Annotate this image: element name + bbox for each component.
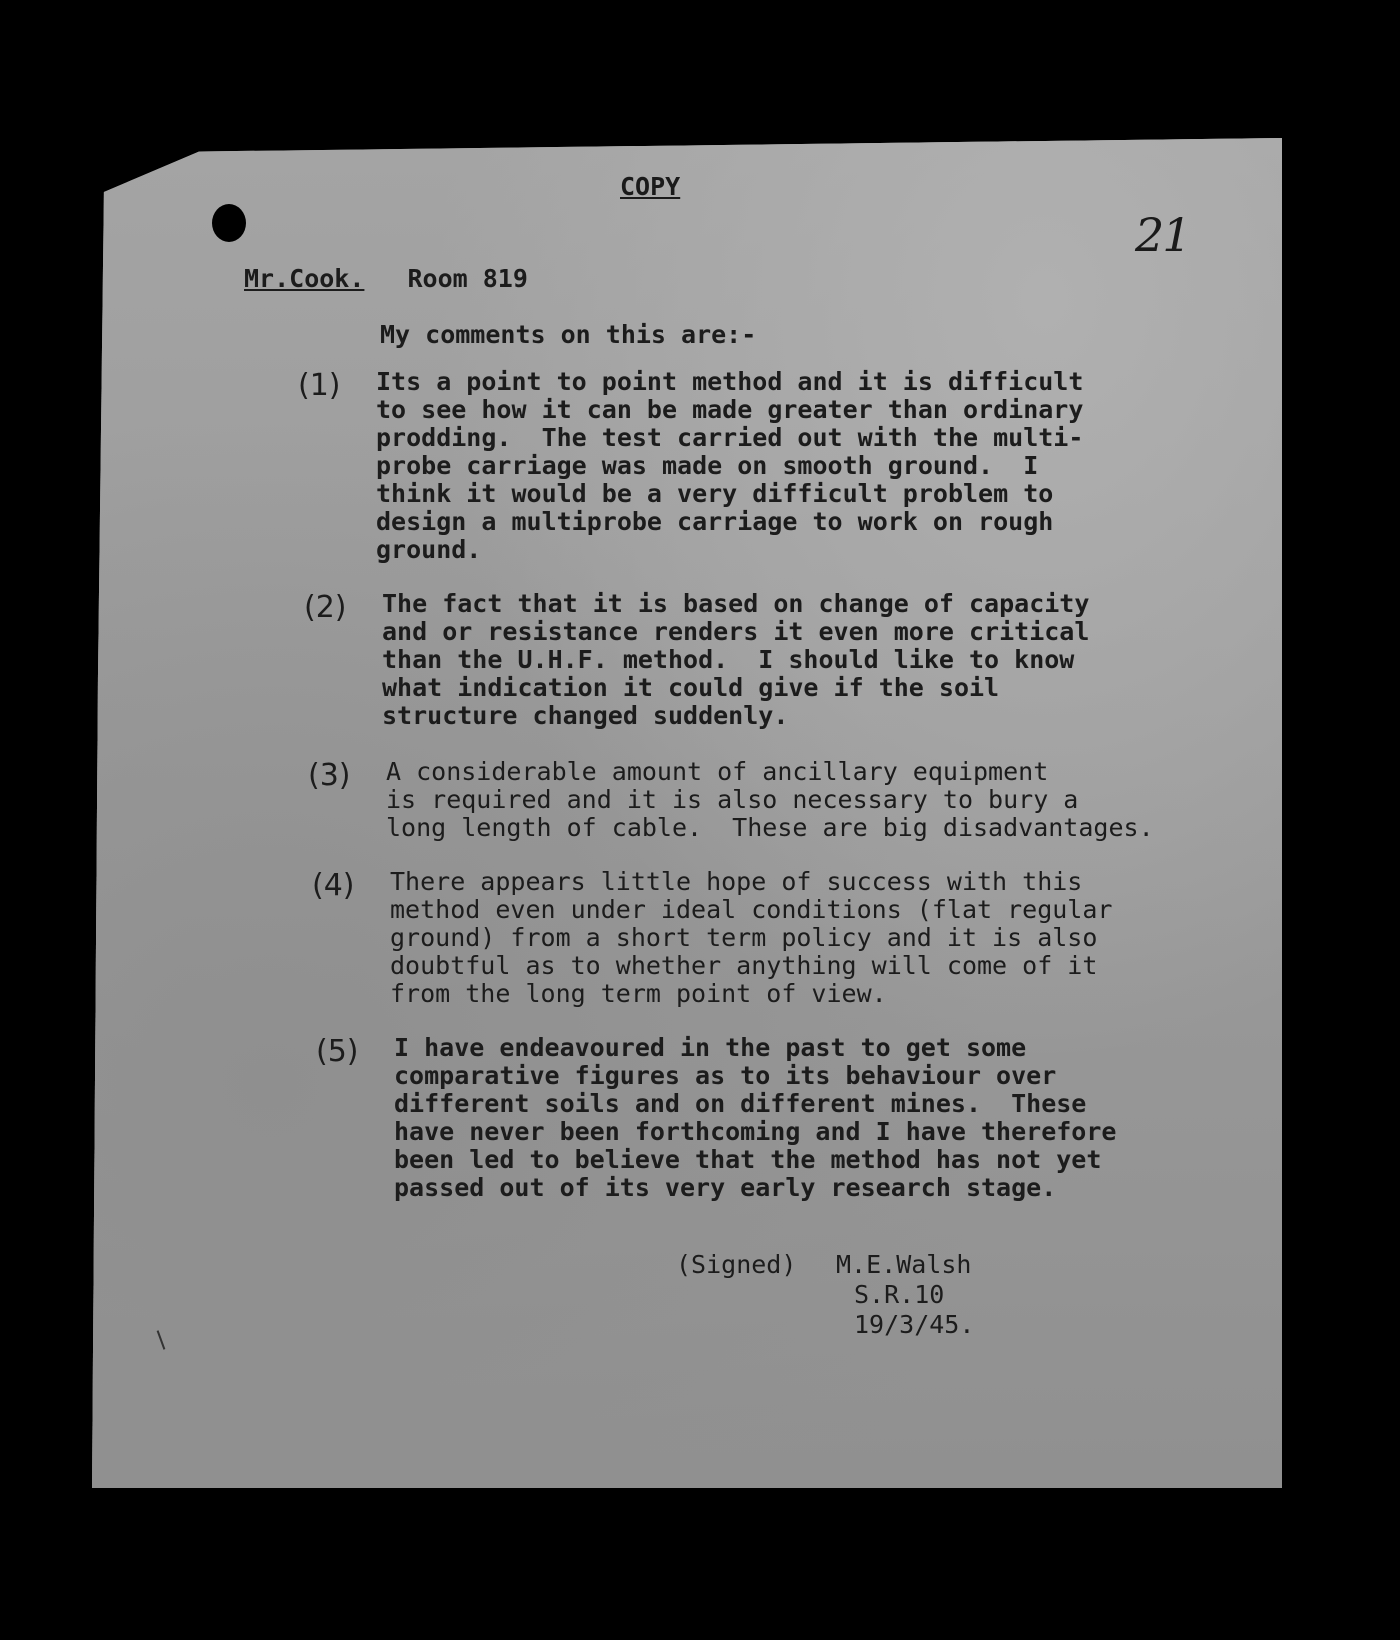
point-number: (1) bbox=[298, 368, 341, 403]
punch-hole bbox=[212, 204, 246, 242]
intro-line: My comments on this are:- bbox=[380, 320, 757, 349]
page-number: 21 bbox=[1135, 208, 1190, 262]
text-line: is required and it is also necessary to bury a bbox=[386, 785, 1079, 814]
point-text bbox=[382, 590, 1089, 730]
text-line: structure changed suddenly. bbox=[382, 701, 789, 730]
text-line: design a multiprobe carriage to work on rough bbox=[376, 507, 1054, 536]
signature-label: (Signed) bbox=[676, 1250, 797, 1279]
point-number: (4) bbox=[312, 868, 355, 903]
text-line: think it would be a very difficult problem to bbox=[376, 479, 1054, 508]
point-number: (2) bbox=[304, 590, 347, 625]
document-title: COPY bbox=[620, 172, 681, 201]
point-text bbox=[390, 868, 1112, 1008]
addressee-room: Room 819 bbox=[407, 264, 528, 293]
addressee-name: Mr.Cook. bbox=[244, 264, 365, 293]
text-line: method even under ideal conditions (flat regular bbox=[390, 895, 1113, 924]
text-line: prodding. The test carried out with the multi- bbox=[376, 423, 1084, 452]
signatory-name: M.E.Walsh bbox=[836, 1250, 972, 1279]
addressee bbox=[244, 264, 528, 293]
text-line: ground) from a short term policy and it is also bbox=[390, 923, 1098, 952]
signatory-reference: S.R.10 bbox=[854, 1280, 945, 1309]
text-line: different soils and on different mines. These bbox=[394, 1089, 1087, 1118]
point-text bbox=[376, 368, 1083, 564]
text-line: A considerable amount of ancillary equipment bbox=[386, 757, 1049, 786]
point-number: (5) bbox=[316, 1034, 359, 1069]
signature-date: 19/3/45. bbox=[854, 1310, 975, 1339]
text-line: what indication it could give if the soil bbox=[382, 673, 1000, 702]
text-line: long length of cable. These are big disadvantages. bbox=[386, 813, 1154, 842]
text-line: been led to believe that the method has not yet bbox=[394, 1145, 1102, 1174]
text-line: than the U.H.F. method. I should like to know bbox=[382, 645, 1075, 674]
point-text bbox=[386, 758, 1154, 842]
text-line: to see how it can be made greater than ordinary bbox=[376, 395, 1084, 424]
text-line: ground. bbox=[376, 535, 482, 564]
text-line: I have endeavoured in the past to get some bbox=[394, 1033, 1027, 1062]
text-line: There appears little hope of success with this bbox=[390, 867, 1083, 896]
text-line: doubtful as to whether anything will come of it bbox=[390, 951, 1098, 980]
text-line: The fact that it is based on change of capacity bbox=[382, 589, 1090, 618]
text-line: comparative figures as to its behaviour over bbox=[394, 1061, 1057, 1090]
point-text bbox=[394, 1034, 1116, 1202]
text-line: have never been forthcoming and I have therefore bbox=[394, 1117, 1117, 1146]
text-line: Its a point to point method and it is difficult bbox=[376, 367, 1084, 396]
text-line: probe carriage was made on smooth ground. I bbox=[376, 451, 1039, 480]
text-line: from the long term point of view. bbox=[390, 979, 887, 1008]
point-number: (3) bbox=[308, 758, 351, 793]
text-line: and or resistance renders it even more critical bbox=[382, 617, 1090, 646]
text-line: passed out of its very early research stage. bbox=[394, 1173, 1057, 1202]
